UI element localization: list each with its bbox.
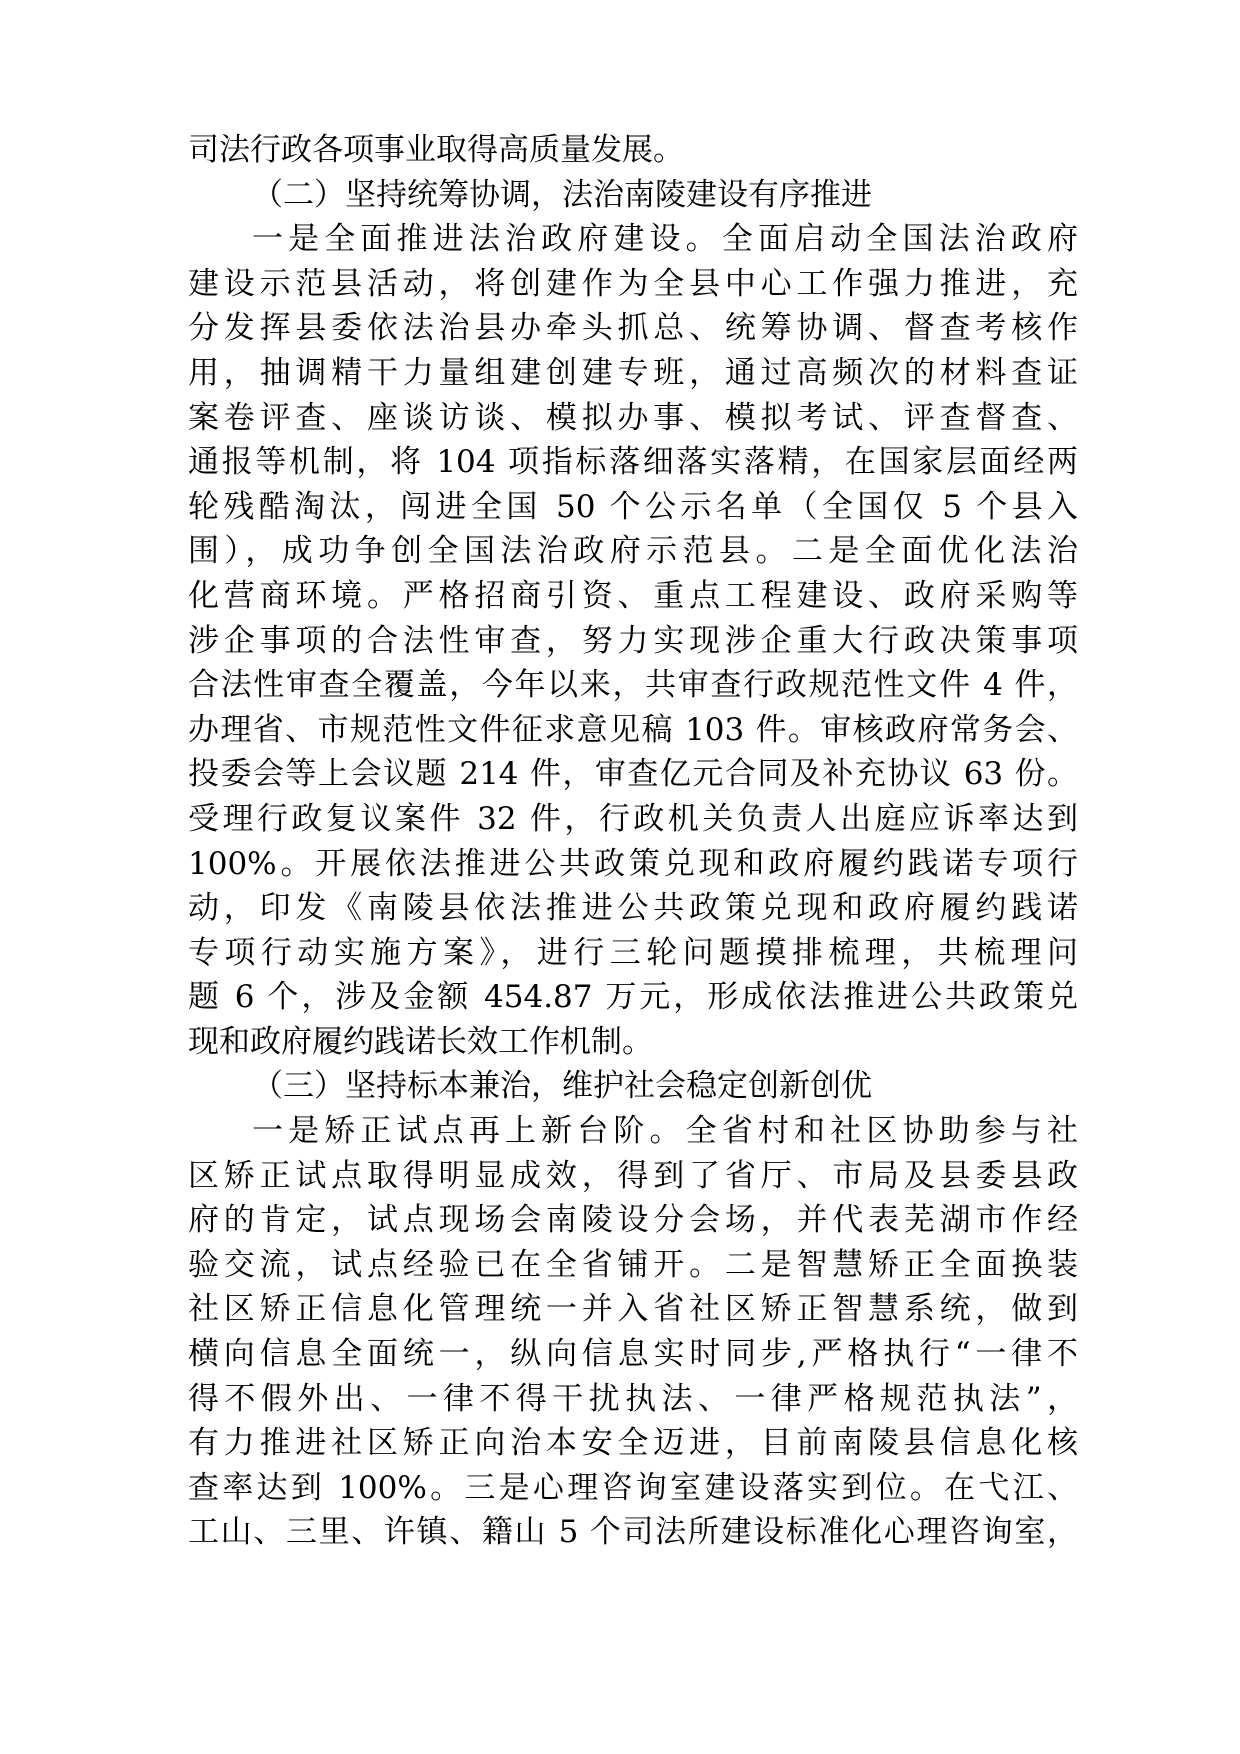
section-heading: （三）坚持标本兼治，维护社会稳定创新创优 bbox=[252, 1068, 872, 1105]
paragraph-line: 查率达到 100%。三是心理咨询室建设落实到位。在弋江、 bbox=[188, 1469, 1078, 1506]
paragraph-line: 办理省、市规范性文件征求意见稿 103 件。审核政府常务会、 bbox=[188, 711, 1078, 748]
paragraph-line: 投委会等上会议题 214 件，审查亿元合同及补充协议 63 份。 bbox=[188, 756, 1078, 793]
paragraph-line: 通报等机制，将 104 项指标落细落实落精，在国家层面经两 bbox=[188, 444, 1078, 481]
document-body bbox=[188, 128, 1088, 1555]
paragraph-line: 用，抽调精干力量组建创建专班，通过高频次的材料查证 bbox=[188, 354, 1078, 391]
paragraph-line: 横向信息全面统一，纵向信息实时同步,严格执行“一律不 bbox=[188, 1336, 1078, 1373]
paragraph-line: 建设示范县活动，将创建作为全县中心工作强力推进，充 bbox=[188, 265, 1078, 302]
paragraph-line: 现和政府履约践诺长效工作机制。 bbox=[188, 1023, 653, 1060]
paragraph-line: 司法行政各项事业取得高质量发展。 bbox=[188, 132, 684, 168]
paragraph-line: 案卷评查、座谈访谈、模拟办事、模拟考试、评查督查、 bbox=[188, 399, 1078, 436]
paragraph-line: 题 6 个，涉及金额 454.87 万元，形成依法推进公共政策兑 bbox=[188, 979, 1078, 1016]
paragraph-line: 分发挥县委依法治县办牵头抓总、统筹协调、督查考核作 bbox=[188, 310, 1078, 347]
paragraph-line: 工山、三里、许镇、籍山 5 个司法所建设标准化心理咨询室， bbox=[188, 1514, 1078, 1551]
paragraph-line: 涉企事项的合法性审查，努力实现涉企重大行政决策事项 bbox=[188, 622, 1078, 659]
paragraph-line: 社区矫正信息化管理统一并入省社区矫正智慧系统，做到 bbox=[188, 1291, 1078, 1328]
paragraph-line: 一是全面推进法治政府建设。全面启动全国法治政府 bbox=[252, 221, 1078, 258]
paragraph-line: 动，印发《南陵县依法推进公共政策兑现和政府履约践诺 bbox=[188, 890, 1078, 927]
paragraph-line: 区矫正试点取得明显成效，得到了省厅、市局及县委县政 bbox=[188, 1157, 1078, 1194]
paragraph-line: 府的肯定，试点现场会南陵设分会场，并代表芜湖市作经 bbox=[188, 1202, 1078, 1239]
paragraph-line: 化营商环境。严格招商引资、重点工程建设、政府采购等 bbox=[188, 577, 1078, 614]
paragraph-line: 轮残酷淘汰，闯进全国 50 个公示名单（全国仅 5 个县入 bbox=[188, 488, 1078, 525]
paragraph-line: 有力推进社区矫正向治本安全迈进，目前南陵县信息化核 bbox=[188, 1425, 1078, 1462]
paragraph-line: 围），成功争创全国法治政府示范县。二是全面优化法治 bbox=[188, 533, 1078, 570]
paragraph-line: 合法性审查全覆盖，今年以来，共审查行政规范性文件 4 件， bbox=[188, 667, 1078, 704]
paragraph-line: 受理行政复议案件 32 件，行政机关负责人出庭应诉率达到 bbox=[188, 800, 1078, 837]
paragraph-line: 得不假外出、一律不得干扰执法、一律严格规范执法”， bbox=[188, 1380, 1078, 1417]
section-heading: （二）坚持统筹协调，法治南陵建设有序推进 bbox=[252, 176, 872, 213]
paragraph-line: 100%。开展依法推进公共政策兑现和政府履约践诺专项行 bbox=[188, 845, 1078, 882]
paragraph-line: 验交流，试点经验已在全省铺开。二是智慧矫正全面换装 bbox=[188, 1246, 1078, 1283]
paragraph-line: 一是矫正试点再上新台阶。全省村和社区协助参与社 bbox=[252, 1113, 1078, 1150]
paragraph-line: 专项行动实施方案》，进行三轮问题摸排梳理，共梳理问 bbox=[188, 934, 1078, 971]
